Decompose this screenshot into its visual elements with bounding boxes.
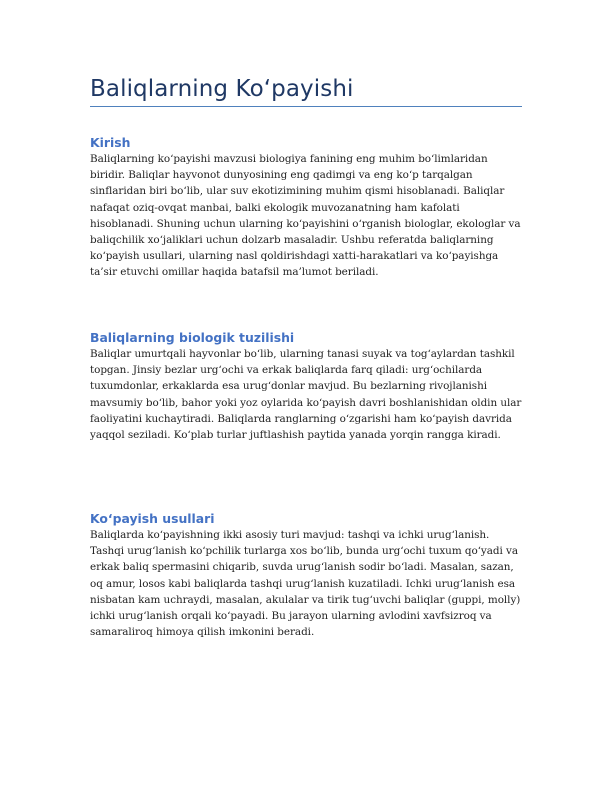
section-body-introduction: Baliqlarning ko‘payishi mavzusi biologiya fanining eng muhim bo‘limlaridan biridir. Baliqlar hayvonot dunyosining eng qadimgi va eng ko‘p tarqalgan sinflaridan biri bo‘lib, ular suv ekotizimining muhim qismi hisoblanadi. Baliqlar nafaqat oziq-ovqat manbai, balki ekologik muvozanatning ham kafolati hisoblanadi. Shuning uchun ularning ko‘payishini o‘rganish biologlar, ekologlar va baliqchilik xo‘jaliklari uchun dolzarb masaladir. Ushbu referatda baliqlarning ko‘payish usullari, ularning nasl qoldirishdagi xatti-harakatlari va ko‘payishga ta’sir etuvchi omillar haqida batafsil ma’lumot beriladi.: [90, 153, 521, 279]
document-title: Baliqlarning Ko‘payishi: [90, 76, 354, 102]
section-body-reproduction-methods: Baliqlarda ko‘payishning ikki asosiy turi mavjud: tashqi va ichki urug‘lanish. Tashqi urug‘lanish ko‘pchilik turlarga xos bo‘lib, bunda urg‘ochi tuxum qo‘yadi va erkak baliq spermasini chiqarib, suvda urug‘lanish sodir bo‘ladi. Masalan, sazan, oq amur, losos kabi baliqlarda tashqi urug‘lanish kuzatiladi. Ichki urug‘lanish esa nisbatan kam uchraydi, masalan, akulalar va tirik tug‘uvchi baliqlar (guppi, molly) ichki urug‘lanish orqali ko‘payadi. Bu jarayon ularning avlodini xavfsizroq va samaraliroq himoya qilish imkonini beradi.: [90, 529, 521, 639]
section-introduction: [90, 134, 522, 281]
section-heading-biological-structure: Baliqlarning biologik tuzilishi: [90, 330, 295, 345]
section-reproduction-methods: [90, 510, 522, 640]
section-heading-introduction: Kirish: [90, 135, 131, 150]
section-heading-reproduction-methods: Ko‘payish usullari: [90, 511, 215, 526]
section-biological-structure: [90, 329, 522, 443]
title-underline: [90, 106, 522, 107]
section-body-biological-structure: Baliqlar umurtqali hayvonlar bo‘lib, ularning tanasi suyak va tog‘aylardan tashkil topgan. Jinsiy bezlar urg‘ochi va erkak baliqlarda farq qiladi: urg‘ochilarda tuxumdonlar, erkaklarda esa urug‘donlar mavjud. Bu bezlarning rivojlanishi mavsumiy bo‘lib, bahor yoki yoz oylarida ko‘payish davri boshlanishidan oldin ular faoliyatini kuchaytiradi. Baliqlarda ranglarning o‘zgarishi ham ko‘payish davrida yaqqol seziladi. Ko‘plab turlar juftlashish paytida yanada yorqin rangga kiradi.: [90, 348, 522, 442]
